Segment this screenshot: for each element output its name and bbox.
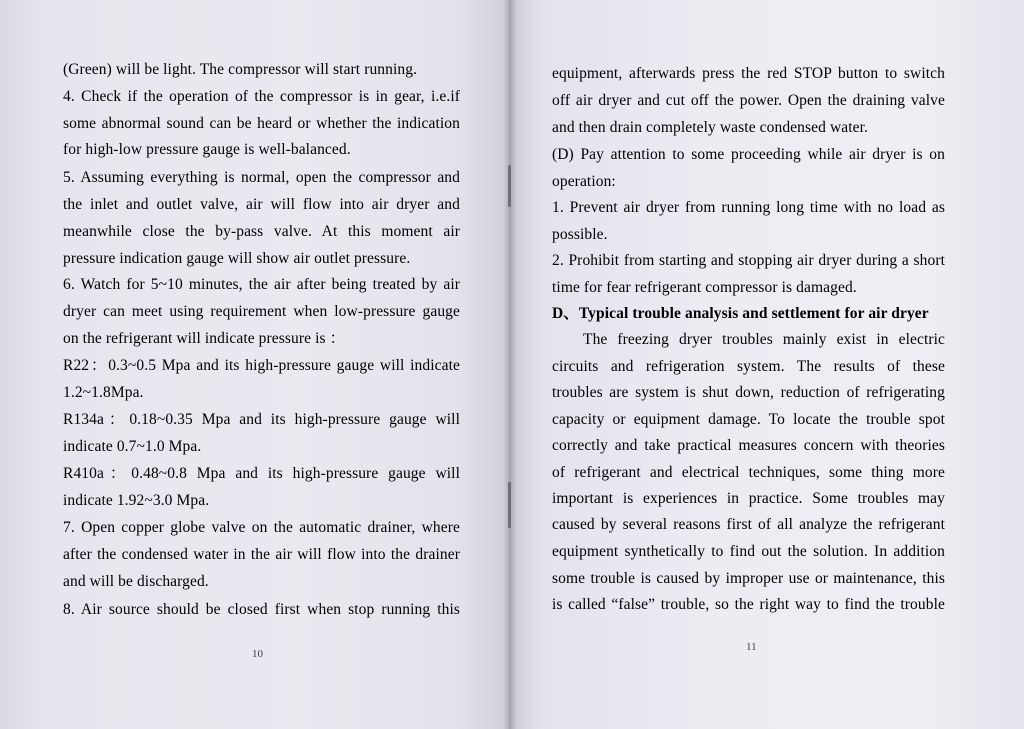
text-line: pressure indication gauge will show air outlet pressure.: [63, 250, 411, 267]
text-line: correctly and take practical measures concern with theories: [552, 437, 945, 454]
text-line: R410a：0.48~0.8 Mpa and its high-pressure gauge will: [63, 465, 460, 482]
text-line: dryer can meet using requirement when low-pressure gauge: [63, 303, 460, 320]
text-line: The freezing dryer troubles mainly exist in electric: [583, 331, 945, 348]
text-line: on the refrigerant will indicate pressure is ：: [63, 330, 346, 347]
text-line: operation:: [552, 173, 616, 190]
text-line: 1. Prevent air dryer from running long time with no load as: [552, 199, 945, 216]
text-line: 1.2~1.8Mpa.: [63, 384, 144, 401]
text-line: some trouble is caused by improper use or maintenance, this: [552, 570, 945, 587]
staple-top: [508, 165, 511, 207]
text-line: 5. Assuming everything is normal, open the compressor and: [63, 169, 460, 186]
text-line: of refrigerant and electrical techniques, some thing more: [552, 464, 945, 481]
text-line: equipment synthetically to find out the solution. In addition: [552, 543, 945, 560]
text-line: R134a：0.18~0.35 Mpa and its high-pressure gauge will: [63, 411, 460, 428]
text-line: time for fear refrigerant compressor is damaged.: [552, 279, 857, 296]
text-line: and then drain completely waste condensed water.: [552, 119, 868, 136]
text-line: is called “false” trouble, so the right way to find the trouble: [552, 596, 945, 613]
text-line: possible.: [552, 226, 608, 243]
page-number-right: 11: [746, 641, 757, 653]
text-line: and will be discharged.: [63, 573, 209, 590]
section-heading: D、Typical trouble analysis and settlement for air dryer: [552, 305, 929, 322]
book-gutter: [503, 0, 517, 729]
text-line: meanwhile close the by-pass valve. At this moment air: [63, 223, 460, 240]
text-line: 4. Check if the operation of the compressor is in gear, i.e.if: [63, 88, 460, 105]
text-line: 7. Open copper globe valve on the automatic drainer, where: [63, 519, 460, 536]
text-line: 6. Watch for 5~10 minutes, the air after being treated by air: [63, 276, 460, 293]
text-line: important is experiences in practice. Some troubles may: [552, 490, 945, 507]
text-line: 8. Air source should be closed first when stop running this: [63, 601, 460, 618]
text-line: off air dryer and cut off the power. Open the draining valve: [552, 92, 945, 109]
text-line: the inlet and outlet valve, air will flow into air dryer and: [63, 196, 460, 213]
text-line: (D) Pay attention to some proceeding while air dryer is on: [552, 146, 945, 163]
text-line: caused by several reasons first of all analyze the refrigerant: [552, 516, 945, 533]
staple-bottom: [508, 482, 511, 528]
text-line: troubles are system is shut down, reduction of refrigerating: [552, 384, 945, 401]
text-line: after the condensed water in the air will flow into the drainer: [63, 546, 460, 563]
text-line: R22：0.3~0.5 Mpa and its high-pressure gauge will indicate: [63, 357, 460, 374]
text-line: circuits and refrigeration system. The results of these: [552, 358, 945, 375]
text-line: some abnormal sound can be heard or whether the indication: [63, 115, 460, 132]
text-line: equipment, afterwards press the red STOP button to switch: [552, 65, 945, 82]
text-line: capacity or equipment damage. To locate the trouble spot: [552, 411, 945, 428]
text-line: indicate 0.7~1.0 Mpa.: [63, 438, 202, 455]
page-number-left: 10: [252, 648, 263, 660]
text-line: indicate 1.92~3.0 Mpa.: [63, 492, 210, 509]
text-line: (Green) will be light. The compressor will start running.: [63, 61, 418, 78]
text-line: 2. Prohibit from starting and stopping air dryer during a short: [552, 252, 945, 269]
text-line: for high-low pressure gauge is well-balanced.: [63, 141, 351, 158]
